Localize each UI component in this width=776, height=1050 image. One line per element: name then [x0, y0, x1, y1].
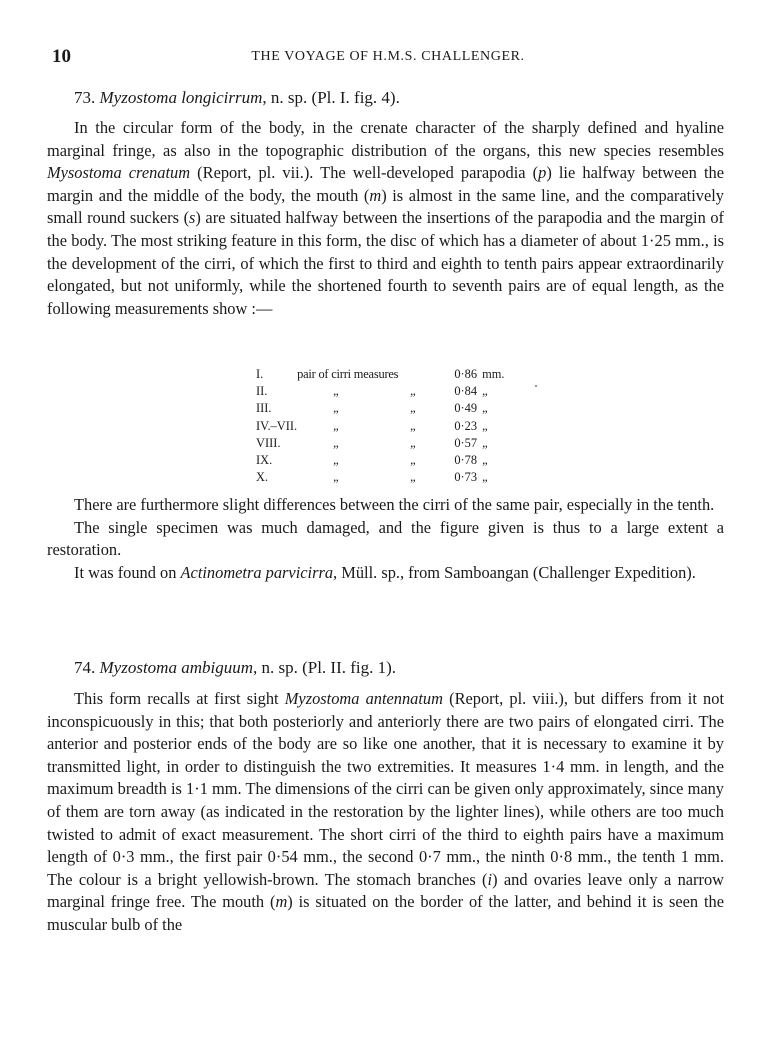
running-title: THE VOYAGE OF H.M.S. CHALLENGER. — [251, 49, 525, 64]
ditto-mark: „ — [410, 453, 416, 468]
species-74-description — [47, 688, 724, 937]
cirri-length-unit: „ — [482, 435, 488, 450]
cirri-pair-number: X. — [256, 470, 269, 485]
species-73-heading-rest: , n. sp. (Pl. I. fig. 4). — [262, 88, 400, 107]
cirri-length-value: 0·49 — [454, 401, 478, 416]
species-73-remark-specimen: The single specimen was much damaged, and the figure given is thus to a large extent a restoration. — [47, 517, 724, 560]
cirri-length-value: 0·73 — [454, 470, 478, 485]
species-74-description-block — [47, 688, 724, 937]
species-74-number: 74. — [74, 658, 96, 677]
text-run: ) lie halfway between the margin and the middle of the body, the mouth ( — [47, 163, 725, 205]
italic-run: m — [369, 185, 382, 205]
text-run: ) and ovaries leave only a narrow marginal fringe free. The mouth ( — [47, 869, 724, 912]
italic-run: i — [487, 869, 493, 889]
cirri-row — [256, 366, 504, 383]
ditto-mark: „ — [333, 384, 339, 399]
italic-run: m — [275, 892, 288, 912]
species-73-number: 73. — [74, 88, 96, 107]
species-74-heading-block — [47, 657, 724, 678]
cirri-length-unit: „ — [482, 418, 488, 433]
ditto-mark: „ — [333, 418, 339, 433]
cirri-length-value: 0·84 — [454, 384, 478, 399]
cirri-pair-number: II. — [256, 384, 268, 399]
ditto-mark: „ — [410, 470, 416, 485]
cirri-length-value: 0·23 — [454, 418, 478, 433]
page-number: 10 — [52, 46, 71, 67]
ditto-mark: „ — [333, 453, 339, 468]
italic-run: p — [538, 163, 547, 183]
text-run: ) are situated halfway between the insertions of the parapodia and the margin of the body. The most striking feature in this form, the disc of which has a diameter of about 1·25 mm., is the development of the cirri, of which the first to third and eighth to tenth pairs appear extraordinarily elongated, but not uniformly, while the shortened fourth to seventh pairs are of equal length, as the following measurements show :— — [47, 208, 724, 318]
cirri-row — [256, 383, 504, 400]
text-run: ) is almost in the same line, and the comparatively small round suckers ( — [47, 185, 724, 228]
text-run: , Müll. sp., from Samboangan (Challenger Expedition). — [333, 562, 696, 582]
ditto-mark: „ — [410, 401, 416, 416]
species-73-description — [47, 117, 724, 320]
species-74-heading — [47, 657, 724, 678]
cirri-pair-number: III. — [256, 401, 272, 416]
species-73-remark-cirri: There are furthermore slight differences between the cirri of the same pair, especially in the tenth. — [74, 495, 715, 514]
ditto-mark: „ — [333, 401, 339, 416]
cirri-row — [256, 400, 504, 417]
species-74-heading-rest: , n. sp. (Pl. II. fig. 1). — [252, 658, 397, 677]
cirri-pair-number: IV.–VII. — [256, 418, 298, 433]
text-run: It was found on — [74, 562, 181, 582]
ditto-mark: „ — [333, 435, 339, 450]
text-run: (Report, pl. vii.). The well-developed parapodia ( — [190, 163, 539, 183]
cirri-pair-number: VIII. — [256, 435, 281, 450]
species-73-heading — [47, 87, 724, 108]
species-73-locality — [47, 562, 724, 585]
italic-run: s — [189, 208, 196, 228]
ditto-mark: „ — [410, 435, 416, 450]
cirri-row — [256, 418, 504, 435]
italic-run: Mysostoma crenatum — [47, 163, 191, 183]
cirri-length-value: 0·86 — [454, 367, 478, 381]
cirri-measure-label: pair of cirri measures — [297, 367, 399, 381]
italic-run: Actinometra parvicirra — [180, 562, 334, 582]
cirri-length-unit: „ — [482, 470, 488, 485]
text-run: (Report, pl. viii.), but differs from it not inconspicuously in this; that both posteriorly and anteriorly there are two pairs of elongated cirri. The anterior and posterior ends of the body are so like one another, that it is necessary to examine it by transmitted light, in order to distinguish the two extremities. It measures 1·4 mm. in length, and the maximum breadth is 1·1 mm. The dimensions of the cirri can be given only approximately, since many of them are torn away (as indicated in the restoration by the lighter lines), while others are too much twisted to admit of exact measurement. The short cirri of the third to eighth pairs have a maximum length of 0·3 mm., the first pair 0·54 mm., the second 0·7 mm., the ninth 0·8 mm., the tenth 1 mm. The colour is a bright yellowish-brown. The stomach branches ( — [47, 689, 724, 889]
species-73-remarks-block — [47, 494, 724, 584]
ditto-mark: „ — [410, 418, 416, 433]
text-run: ) is situated on the border of the latter, and behind it is seen the muscular bulb of the — [47, 892, 725, 934]
cirri-row — [256, 452, 504, 469]
species-73-name: Myzostoma longicirrum — [99, 88, 263, 107]
cirri-length-unit: mm. — [482, 367, 505, 381]
italic-run: Myzostoma antennatum — [284, 689, 443, 708]
cirri-length-value: 0·78 — [454, 453, 478, 468]
cirri-measurements-body — [256, 366, 504, 486]
cirri-measurements-table — [256, 366, 504, 486]
ditto-mark: „ — [333, 470, 339, 485]
cirri-pair-number: IX. — [256, 453, 273, 468]
species-73-heading-block — [47, 87, 724, 108]
print-speck — [535, 385, 537, 387]
cirri-pair-number: I. — [256, 367, 264, 381]
page-header — [52, 46, 724, 70]
text-run: This form recalls at first sight — [74, 689, 285, 708]
ditto-mark: „ — [410, 384, 416, 399]
species-74-name: Myzostoma ambiguum — [99, 658, 253, 677]
cirri-length-value: 0·57 — [454, 435, 478, 450]
cirri-length-unit: „ — [482, 453, 488, 468]
text-run: In the circular form of the body, in the crenate character of the sharply defined and hyaline marginal fringe, as also in the topographic distribution of the organs, this new species resembles — [47, 118, 724, 160]
cirri-length-unit: „ — [482, 384, 488, 399]
cirri-row — [256, 469, 504, 486]
cirri-row — [256, 435, 504, 452]
cirri-length-unit: „ — [482, 401, 488, 416]
species-73-description-block — [47, 117, 724, 320]
